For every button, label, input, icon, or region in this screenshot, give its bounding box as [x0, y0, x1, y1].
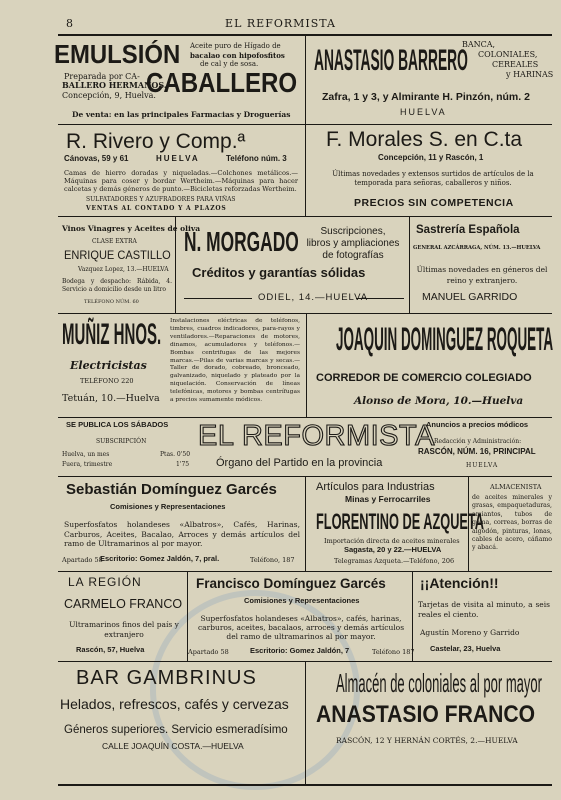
azqueta-telegram: Telegramas Azqueta.—Teléfono, 206: [334, 557, 455, 565]
rivero-body: Camas de hierro doradas y niqueladas.—Colchones metálicos.— Máquinas para coser y bordar Wertheim.—Máquinas para hacer calcetas y demás géneros de punto.—Bicicletas reforzadas Wertheim.: [64, 169, 298, 193]
sastreria-body: Últimas novedades en géneros del reino y extranjero.: [416, 265, 548, 285]
gambrinus-name: BAR GAMBRINUS: [76, 667, 257, 689]
gambrinus-address: CALLE JOAQUÍN COSTA.—HUELVA: [102, 741, 244, 751]
sebastian-body: Superfosfatos holandeses «Albatros», Cafés, Harinas, Carburos, Aceites, Bacalao, Arroces y demás artículos del ramo de Ultramarinos al por mayor.: [64, 520, 300, 549]
masthead-rate-2-value: 1'75: [176, 461, 190, 468]
emulsion-desc-2: bacalao con hipofosfitos: [190, 51, 285, 60]
region-head: LA REGIÓN: [68, 575, 142, 589]
row-divider: [58, 571, 552, 572]
azqueta-import: Importación directa de aceites minerales: [324, 537, 460, 545]
morgado-tagline: Créditos y garantías sólidas: [192, 265, 366, 280]
morales-name: F. Morales S. en C.ta: [326, 128, 523, 151]
emulsion-desc-3: de cal y de sosa.: [200, 60, 259, 68]
azqueta-address: Sagasta, 20 y 22.—HUELVA: [344, 545, 442, 554]
azqueta-name: FLORENTINO DE AZQUETA: [316, 509, 485, 534]
sebastian-phone: Teléfono, 187: [250, 556, 295, 564]
morales-tagline: PRECIOS SIN COMPETENCIA: [354, 197, 514, 209]
franco-head: Almacén de coloniales al por mayor: [336, 668, 542, 698]
rivero-city: HUELVA: [156, 154, 200, 163]
morales-body: Últimas novedades y extensos surtidos de artículos de la temporada para señoras, caballeros y niños.: [332, 170, 534, 187]
francisco-office: Escritorio: Gomez Jaldón, 7: [250, 646, 350, 655]
masthead-publish-day: SE PUBLICA LOS SÁBADOS: [66, 420, 169, 429]
barrero-city: HUELVA: [400, 107, 447, 117]
masthead-redaction-address: RASCÓN, NÚM. 16, PRINCIPAL: [418, 447, 536, 456]
masthead-rate-1-label: Huelva, un mes: [62, 451, 110, 458]
emulsion-footer: De venta: en las principales Farmacias y Droguerías: [72, 110, 291, 119]
francisco-role: Comisiones y Representaciones: [244, 596, 360, 605]
emulsion-desc-1: Aceite puro de Hígado de: [190, 42, 281, 50]
francisco-phone: Teléfono 187: [372, 648, 415, 656]
roqueta-name: JOAQUIN DOMINGUEZ ROQUETA: [336, 321, 554, 357]
morgado-name: N. MORGADO: [184, 226, 299, 257]
sastreria-address: GENERAL AZCÁRRAGA, NÚM. 13.—HUELVA: [413, 245, 541, 251]
row-divider: [58, 216, 552, 217]
barrero-cat-3: CEREALES: [492, 60, 539, 69]
sebastian-name: Sebastián Domínguez Garcés: [66, 481, 277, 498]
sastreria-name: Sastrería Española: [416, 224, 520, 236]
region-name: CARMELO FRANCO: [64, 597, 183, 611]
atencion-body: Tarjetas de visita al minuto, a seis reales el ciento.: [418, 600, 550, 619]
almacenista-head: ALMACENISTA: [490, 483, 542, 491]
muniz-role: Electricistas: [70, 359, 147, 372]
franco-address: RASCÓN, 12 Y HERNÁN CORTÉS, 2.—HUELVA: [336, 736, 518, 745]
sebastian-office: Escritorio: Gomez Jaldón, 7, pral.: [100, 554, 220, 563]
page-header: [0, 17, 561, 31]
emulsion-brand: EMULSIÓN: [54, 39, 181, 69]
gambrinus-line-1: Helados, refrescos, cafés y cervezas: [60, 696, 289, 712]
gambrinus-line-2: Géneros superiores. Servicio esmeradísimo: [64, 724, 288, 736]
page-header-title: EL REFORMISTA: [225, 17, 336, 30]
column-divider: [306, 313, 307, 417]
rivero-name: R. Rivero y Comp.ª: [66, 130, 246, 153]
atencion-head: ¡¡Atención!!: [420, 575, 499, 591]
muniz-phone: TELÉFONO 220: [80, 377, 134, 385]
rivero-address: Cánovas, 59 y 61: [64, 154, 129, 163]
sastreria-owner: MANUEL GARRIDO: [422, 291, 518, 303]
emulsion-caballero: CABALLERO: [146, 67, 298, 98]
column-divider: [409, 216, 410, 313]
masthead-subscription: SUBSCRIPCIÓN: [96, 438, 147, 445]
sebastian-role: Comisiones y Representaciones: [110, 502, 226, 511]
franco-name: ANASTASIO FRANCO: [316, 701, 536, 728]
barrero-cat-4: y HARINAS: [506, 70, 554, 79]
emulsion-prep-2: BALLERO HERMANOS.: [62, 80, 167, 90]
atencion-owner: Agustín Moreno y Garrido: [420, 628, 520, 637]
rivero-line-3: VENTAS AL CONTADO Y A PLAZOS: [86, 205, 227, 212]
sebastian-apartado: Apartado 58: [62, 556, 103, 564]
morgado-address: ODIEL, 14.—HUELVA: [258, 292, 369, 303]
morgado-desc-1: Suscripciones,: [320, 226, 386, 237]
atencion-address: Castelar, 23, Huelva: [430, 644, 501, 653]
row-divider: [58, 313, 552, 314]
masthead-subtitle: Órgano del Partido en la provincia: [216, 457, 383, 469]
muniz-address: Tetuán, 10.—Huelva: [62, 393, 160, 404]
azqueta-head-2: Minas y Ferrocarriles: [345, 494, 431, 504]
roqueta-role: CORREDOR DE COMERCIO COLEGIADO: [316, 372, 532, 384]
row-divider: [58, 417, 552, 418]
muniz-name: MUÑIZ HNOS.: [62, 318, 162, 351]
morgado-desc-3: de fotografías: [322, 250, 384, 261]
emulsion-prep-1: Preparada por CA-: [64, 72, 140, 81]
column-divider: [305, 124, 306, 216]
emulsion-prep-3: Concepción, 9, Huelva.: [62, 91, 156, 100]
castillo-clase: CLASE EXTRA: [92, 238, 137, 245]
column-divider: [305, 476, 306, 571]
page-number: 8: [66, 17, 73, 30]
francisco-apartado: Apartado 58: [188, 648, 229, 656]
morgado-rule-right: [356, 298, 404, 299]
castillo-name: ENRIQUE CASTILLO: [64, 248, 171, 262]
morgado-desc-2: libros y ampliaciones: [306, 238, 400, 249]
region-address: Rascón, 57, Huelva: [76, 645, 145, 654]
francisco-name: Francisco Domínguez Garcés: [196, 576, 386, 591]
masthead-rate-2-label: Fuera, trimestre: [62, 461, 113, 468]
roqueta-address: Alonso de Mora, 10.—Huelva: [354, 395, 524, 407]
masthead-rate-1-value: Ptas. 0'50: [160, 451, 191, 458]
almacenista-body: de aceites minerales y grasas, empaquetaduras, amiantos, tubos de goma, correas, borras de algodón, pinturas, lonas, cables de acero, cáñamo y abacá.: [472, 494, 552, 552]
rivero-line-2: SULFATADORES Y AZUFRADORES PARA VIÑAS: [86, 196, 236, 203]
masthead-title: EL REFORMISTA: [198, 420, 435, 452]
barrero-address: Zafra, 1 y 3, y Almirante H. Pinzón, núm. 2: [322, 91, 530, 103]
morgado-rule-left: [184, 298, 252, 299]
castillo-address: Vazquez Lopez, 13.—HUELVA: [78, 266, 169, 273]
azqueta-head-1: Artículos para Industrias: [316, 481, 435, 493]
muniz-body: Instalaciones eléctricas de teléfonos, timbres, cuadros indicadores, para-rayos y ventiladores.—Reparaciones de motores, dinamos, acumuladores y teléfonos.—Bombas centrifugas de las mejores marcas.—Pilas de varias marcas y secas.—Taller de dorado, cobreado, bronceado, galvanizado, niquelado y plateado por la niquelación. Conservación de líneas telefónicas, motores y bombas centrífugas a precios sumamente módicos.: [170, 318, 300, 404]
morales-address: Concepción, 11 y Rascón, 1: [378, 153, 484, 162]
masthead-redaction: Redacción y Administración:: [434, 438, 522, 445]
masthead-ad-rates: Anuncios a precios módicos: [426, 420, 529, 429]
column-divider: [305, 661, 306, 786]
barrero-cat-2: COLONIALES,: [478, 50, 538, 59]
masthead-redaction-city: HUELVA: [466, 462, 499, 469]
column-divider: [305, 34, 306, 124]
castillo-head: Vinos Vinagres y Aceites de oliva: [62, 224, 201, 233]
rivero-phone: Teléfono núm. 3: [226, 154, 287, 163]
barrero-cat-1: BANCA,: [462, 40, 496, 49]
barrero-name: ANASTASIO BARRERO: [314, 44, 468, 77]
castillo-body: Bodega y despacho: Rábida, 4. Servicio a domicilio desde un litro: [62, 278, 172, 293]
francisco-body: Superfosfatos holandeses «Albatros», cafés, harinas, carburos, aceites, bacalaos, arroces y demás artículos del ramo de ultramarinos al por mayor.: [197, 614, 405, 642]
region-body: Ultramarinos finos del país y extranjero: [69, 620, 179, 639]
castillo-phone: TELÉFONO NÚM. 60: [84, 299, 139, 305]
